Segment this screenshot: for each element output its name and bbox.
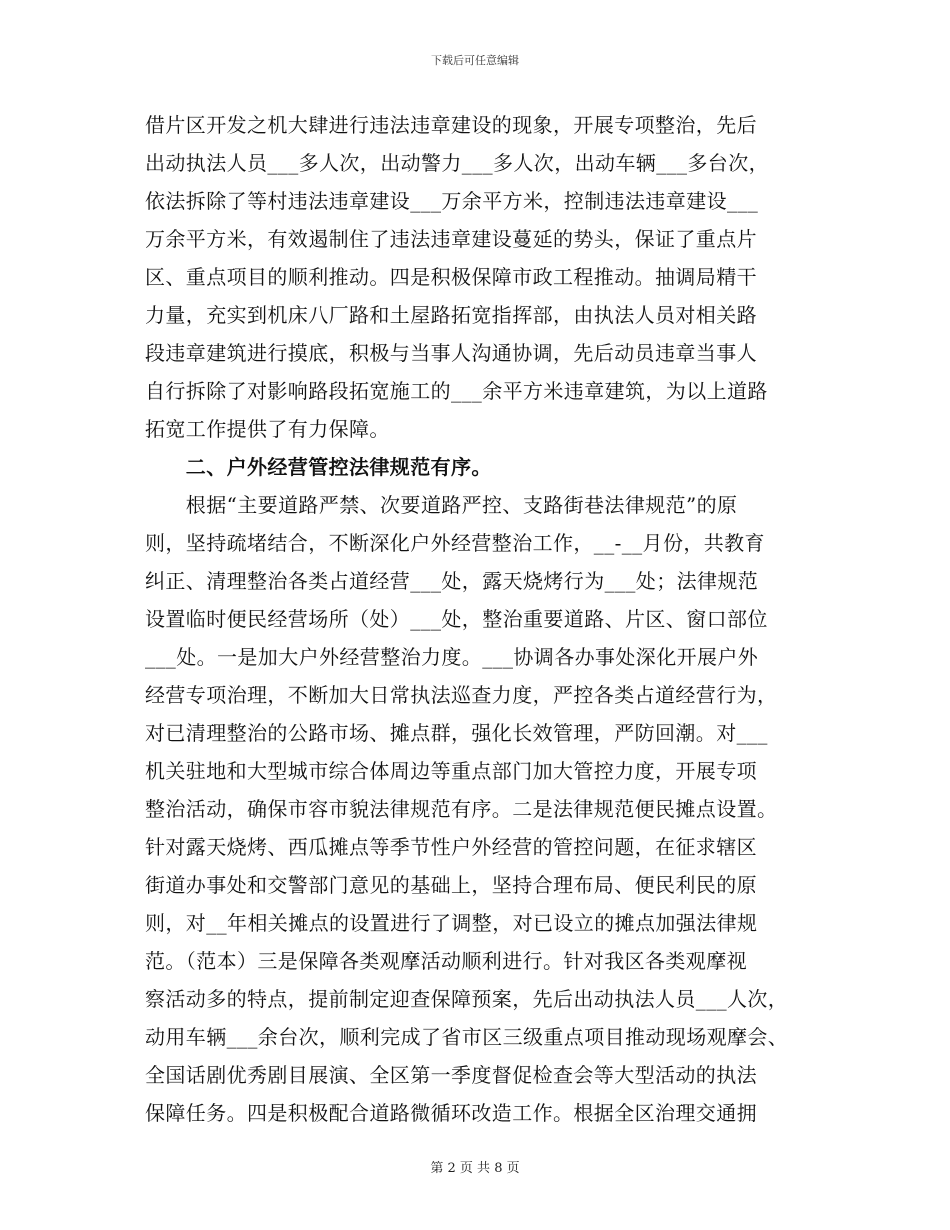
text-line: 力量，充实到机床八厂路和土屋路拓宽指挥部，由执法人员对相关路 xyxy=(145,303,757,327)
text-line: 察活动多的特点，提前制定迎查保障预案，先后出动执法人员___人次， xyxy=(145,987,789,1011)
text-line: 全国话剧优秀剧目展演、全区第一季度督促检查会等大型活动的执法 xyxy=(145,1063,757,1087)
text-line: 动用车辆___余台次，顺利完成了省市区三级重点项目推动现场观摩会、 xyxy=(145,1025,789,1049)
text-line: 则，对__年相关摊点的设置进行了调整，对已设立的摊点加强法律规 xyxy=(145,911,758,935)
text-line: 根据“主要道路严禁、次要道路严控、支路街巷法律规范”的原 xyxy=(145,493,738,517)
section-heading: 二、户外经营管控法律规范有序。 xyxy=(145,455,492,479)
text-line: 针对露天烧烤、西瓜摊点等季节性户外经营的管控问题，在征求辖区 xyxy=(145,835,757,859)
text-line: 经营专项治理，不断加大日常执法巡查力度，严控各类占道经营行为， xyxy=(145,683,778,707)
text-line: 区、重点项目的顺利推动。四是积极保障市政工程推动。抽调局精干 xyxy=(145,265,757,289)
text-line: 整治活动，确保市容市貌法律规范有序。二是法律规范便民摊点设置。 xyxy=(145,797,778,821)
text-line: 拓宽工作提供了有力保障。 xyxy=(145,417,390,441)
text-line: 保障任务。四是积极配合道路微循环改造工作。根据全区治理交通拥 xyxy=(145,1101,757,1125)
text-line: 街道办事处和交警部门意见的基础上，坚持合理布局、便民利民的原 xyxy=(145,873,757,897)
text-line: 对已清理整治的公路市场、摊点群，强化长效管理，严防回潮。对___ xyxy=(145,721,768,745)
text-line: 则，坚持疏堵结合，不断深化户外经营整治工作，__-__月份，共教育 xyxy=(145,531,765,555)
text-line: 纠正、清理整治各类占道经营___处，露天烧烤行为___处；法律规范 xyxy=(145,569,759,593)
text-line: 范。（范本）三是保障各类观摩活动顺利进行。针对我区各类观摩视 xyxy=(145,949,747,973)
text-line: 出动执法人员___多人次，出动警力___多人次，出动车辆___多台次， xyxy=(145,151,769,175)
text-line: 借片区开发之机大肆进行违法违章建设的现象，开展专项整治，先后 xyxy=(145,113,757,137)
text-line: 自行拆除了对影响路段拓宽施工的___余平方米违章建筑，为以上道路 xyxy=(145,379,768,403)
page-header: 下载后可任意编辑 xyxy=(431,54,519,67)
text-line: 依法拆除了等村违法违章建设___万余平方米，控制违法违章建设___ xyxy=(145,189,759,213)
document-body xyxy=(145,106,805,1132)
page-number: 第 2 页 共 8 页 xyxy=(430,1161,520,1176)
text-line: 段违章建筑进行摸底，积极与当事人沟通协调，先后动员违章当事人 xyxy=(145,341,757,365)
text-line: 设置临时便民经营场所（处）___处，整治重要道路、片区、窗口部位 xyxy=(145,607,768,631)
text-line: 机关驻地和大型城市综合体周边等重点部门加大管控力度，开展专项 xyxy=(145,759,757,783)
text-line: 万余平方米，有效遏制住了违法违章建设蔓延的势头，保证了重点片 xyxy=(145,227,757,251)
text-line: ___处。一是加大户外经营整治力度。___协调各办事处深化开展户外 xyxy=(145,645,759,669)
